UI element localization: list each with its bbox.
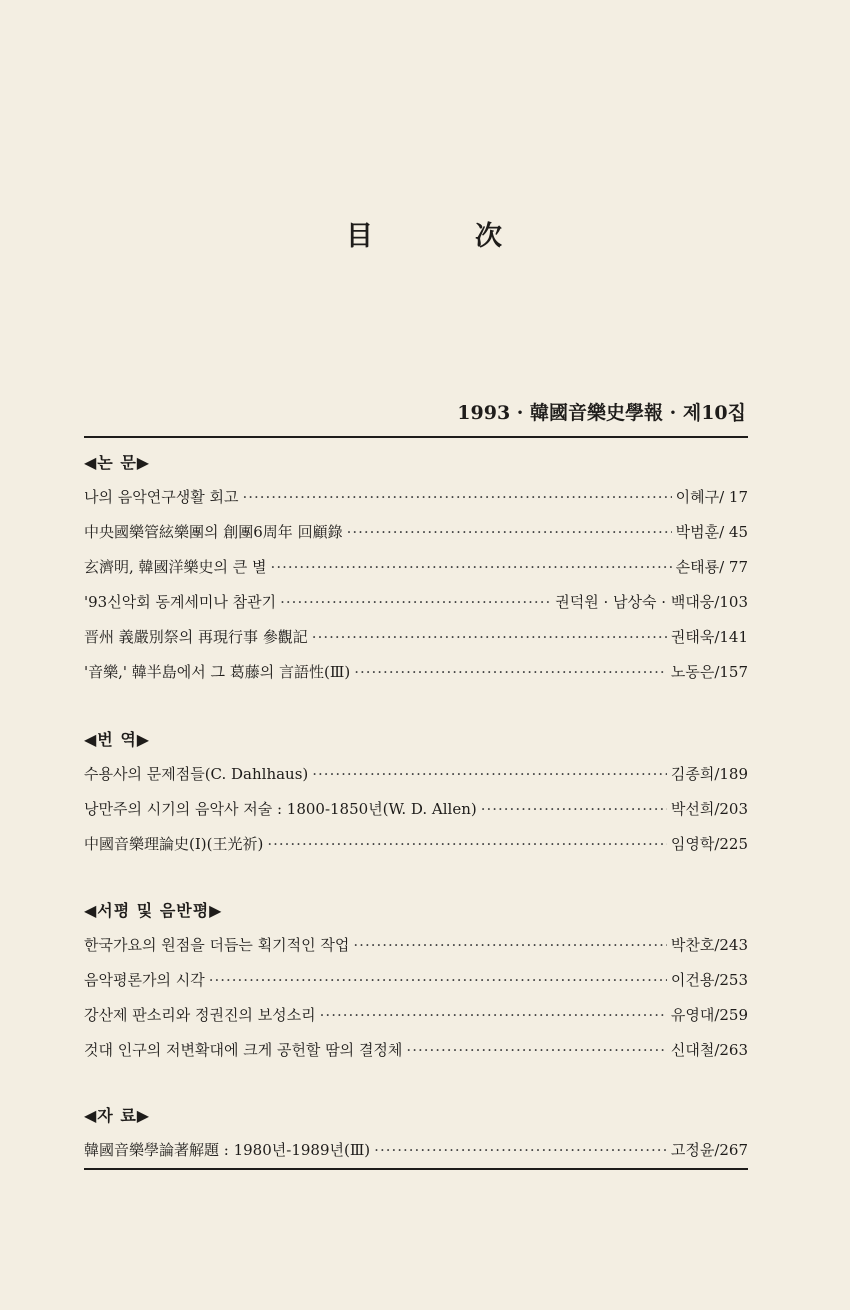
toc-entry[interactable] (84, 833, 748, 868)
leader-dots (209, 971, 667, 989)
leader-dots (406, 1041, 666, 1059)
toc-entry[interactable] (84, 969, 748, 1004)
entry-title: 나의 음악연구생활 회고 (84, 488, 239, 506)
entry-author-page: 권태욱/141 (670, 628, 748, 646)
toc-entry[interactable] (84, 934, 748, 969)
entry-title: 한국가요의 원점을 더듬는 획기적인 작업 (84, 936, 350, 954)
leader-dots (280, 593, 551, 611)
entry-author-page: 박선희/203 (670, 800, 748, 818)
entry-title: '音樂,' 韓半島에서 그 葛藤의 言語性(Ⅲ) (84, 663, 351, 681)
entry-author-page: 권덕원 · 남상숙 · 백대웅/103 (555, 593, 748, 611)
entry-author-page: 신대철/263 (670, 1041, 748, 1059)
section-translations (84, 727, 748, 868)
section-materials (84, 1103, 748, 1174)
section-heading: ◀논 문▶ (84, 453, 151, 472)
entry-title: 玄濟明, 韓國洋樂史의 큰 별 (84, 558, 267, 576)
toc-entry[interactable] (84, 556, 748, 591)
entry-author-page: 이혜구/ 17 (675, 488, 748, 506)
section-heading: ◀자 료▶ (84, 1106, 151, 1125)
toc-entry[interactable] (84, 521, 748, 556)
entry-title: 수용사의 문제점들(C. Dahlhaus) (84, 765, 309, 783)
entry-title: 晋州 義嚴別祭의 再現行事 參觀記 (84, 628, 308, 646)
entry-author-page: 고정윤/267 (670, 1141, 748, 1159)
entry-author-page: 손태룡/ 77 (675, 558, 748, 576)
section-papers (84, 450, 748, 696)
leader-dots (267, 835, 667, 853)
bottom-rule (84, 1168, 748, 1170)
entry-title: 中央國樂管絃樂團의 創團6周年 回顧錄 (84, 523, 343, 541)
toc-entry[interactable] (84, 486, 748, 521)
toc-entry[interactable] (84, 1004, 748, 1039)
title-left-char: 目 (346, 221, 375, 252)
toc-entry[interactable] (84, 763, 748, 798)
leader-dots (271, 558, 672, 576)
entry-author-page: 박찬호/243 (670, 936, 748, 954)
leader-dots (481, 800, 667, 818)
entry-title: '93신악회 동계세미나 참관기 (84, 593, 277, 611)
leader-dots (242, 488, 671, 506)
entry-title: 낭만주의 시기의 음악사 저술 : 1800-1850년(W. D. Allen) (84, 800, 477, 818)
entry-author-page: 이건용/253 (670, 971, 748, 989)
entry-author-page: 임영학/225 (670, 835, 748, 853)
entry-title: 것대 인구의 저변확대에 크게 공헌할 땀의 결정체 (84, 1041, 403, 1059)
entry-title: 中國音樂理論史(Ⅰ)(王光祈) (84, 835, 264, 853)
section-heading: ◀번 역▶ (84, 730, 151, 749)
section-heading: ◀서평 및 음반평▶ (84, 901, 223, 920)
top-rule (84, 436, 748, 438)
leader-dots (312, 765, 667, 783)
toc-entry[interactable] (84, 798, 748, 833)
title-right-char: 次 (475, 221, 504, 252)
toc-entry[interactable] (84, 626, 748, 661)
toc-entry[interactable] (84, 591, 748, 626)
toc-entry[interactable] (84, 1039, 748, 1074)
section-reviews (84, 898, 748, 1074)
leader-dots (320, 1006, 667, 1024)
leader-dots (353, 936, 666, 954)
entry-author-page: 노동은/157 (670, 663, 748, 681)
journal-issue-line: 1993 · 韓國音樂史學報 · 제10집 (457, 402, 746, 424)
entry-title: 음악평론가의 시각 (84, 971, 205, 989)
leader-dots (312, 628, 667, 646)
entry-author-page: 김종희/189 (670, 765, 748, 783)
toc-entry[interactable] (84, 661, 748, 696)
leader-dots (347, 523, 672, 541)
leader-dots (354, 663, 667, 681)
leader-dots (374, 1141, 667, 1159)
entry-title: 강산제 판소리와 정권진의 보성소리 (84, 1006, 316, 1024)
entry-title: 韓國音樂學論著解題 : 1980년-1989년(Ⅲ) (84, 1141, 371, 1159)
entry-author-page: 유영대/259 (670, 1006, 748, 1024)
entry-author-page: 박범훈/ 45 (675, 523, 748, 541)
page-title (0, 214, 850, 253)
